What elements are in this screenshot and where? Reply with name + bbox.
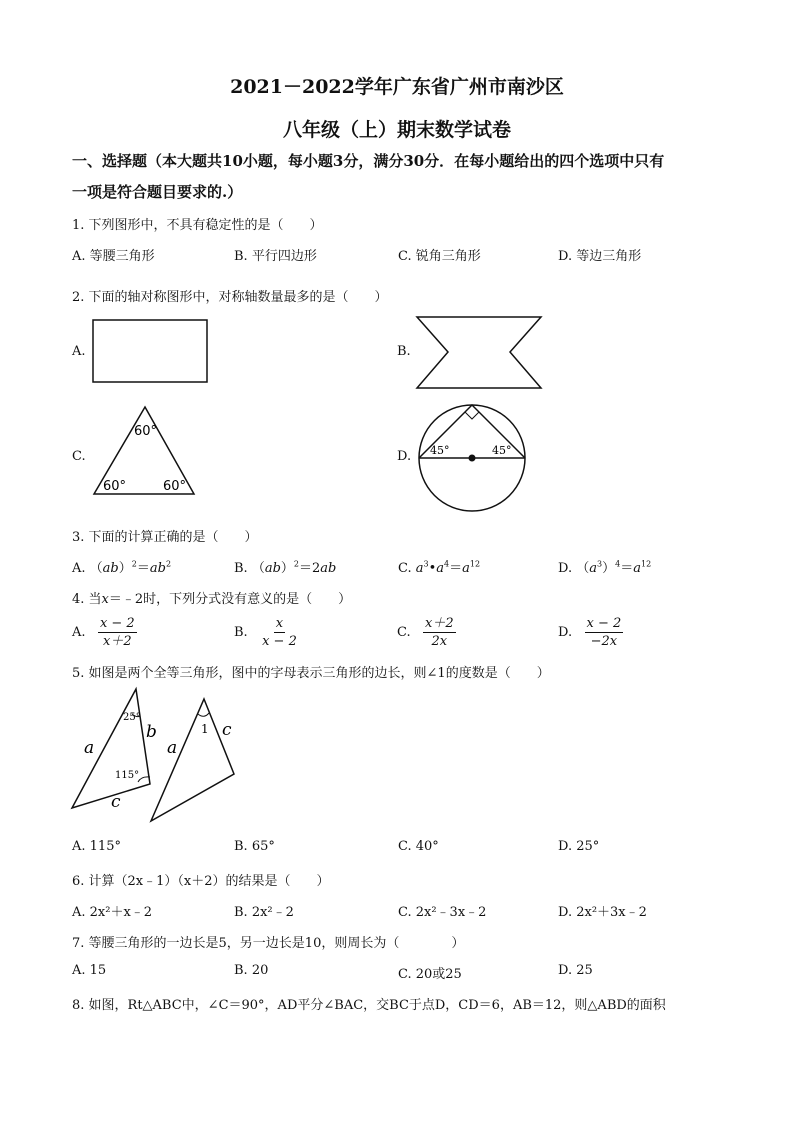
section-header: 一、选择题（本大题共10小题，每小题3分，满分30分．在每小题给出的四个选项中只有 (72, 152, 665, 170)
q3-option-a[interactable]: A. $(ab)^2=ab^2$ (72, 559, 172, 576)
q6-option-a[interactable]: A. 2x²＋x﹣2 (72, 905, 153, 920)
q4-option-a[interactable]: A. $\frac{x - 2}{x+2}$ (72, 616, 135, 649)
q1-option-b[interactable]: B. 平行四边形 (234, 249, 317, 264)
x-shape-figure (414, 314, 544, 392)
q2-stem: 2. 下面的轴对称图形中，对称轴数量最多的是（ ） (72, 290, 388, 305)
q3-option-c[interactable]: C. $a^3•a^4=a^{12}$ (398, 559, 481, 576)
q6-stem: 6. 计算（2x﹣1）（x＋2）的结果是（ ） (72, 874, 330, 889)
q5-option-b[interactable]: B. 65° (234, 839, 275, 854)
q7-option-d[interactable]: D. 25 (558, 963, 593, 978)
angle-label-top: 60° (134, 424, 158, 439)
q4-option-c[interactable]: C. $\frac{x+2}{2x}$ (397, 616, 454, 649)
q1-option-d[interactable]: D. 等边三角形 (558, 249, 642, 264)
q8-stem: 8. 如图，Rt△ABC中，∠C＝90°，AD平分∠BAC，交BC于点D，CD＝6，AB＝12，则△ABD的面积 (72, 998, 666, 1013)
rectangle-figure (90, 318, 210, 386)
q2-option-c[interactable]: C. (72, 449, 86, 464)
angle-label-1: 1 (201, 722, 209, 736)
angle-label-115: 115° (115, 770, 140, 781)
q5-option-d[interactable]: D. 25° (558, 839, 600, 854)
q7-option-c[interactable]: C. 20或25 (398, 967, 462, 982)
side-label-b: b (146, 722, 157, 742)
angle-label-25: 25° (123, 712, 141, 723)
side-label-c: c (111, 792, 121, 812)
q4-option-d[interactable]: D. $\frac{x - 2}{-2x}$ (558, 616, 622, 649)
q1-option-c[interactable]: C. 锐角三角形 (398, 249, 481, 264)
q7-option-b[interactable]: B. 20 (234, 963, 269, 978)
q6-option-c[interactable]: C. 2x²﹣3x﹣2 (398, 905, 487, 920)
q3-option-b[interactable]: B. （ab）$^2$＝2ab (234, 559, 337, 576)
q5-option-a[interactable]: A. 115° (72, 839, 121, 854)
q6-option-d[interactable]: D. 2x²＋3x﹣2 (558, 905, 647, 920)
q4-stem: 4. 当x＝﹣2时，下列分式没有意义的是（ ） (72, 592, 352, 607)
equilateral-triangle-figure (90, 404, 200, 498)
angle-label-45-left: 45° (430, 444, 450, 457)
q3-stem: 3. 下面的计算正确的是（ ） (72, 530, 258, 545)
q2-option-d[interactable]: D. (397, 449, 412, 464)
section-header-cont: 一项是符合题目要求的.） (72, 183, 243, 201)
q7-stem: 7. 等腰三角形的一边长是5，另一边长是10，则周长为（ ） (72, 936, 465, 951)
side-label-c-2: c (222, 720, 232, 740)
q5-stem: 5. 如图是两个全等三角形，图中的字母表示三角形的边长，则∠1的度数是（ ） (72, 666, 550, 681)
angle-label-45-right: 45° (492, 444, 512, 457)
exam-title-line2: 八年级（上）期末数学试卷 (282, 119, 511, 141)
q3-option-d[interactable]: D. $(a^3)^4=a^{12}$ (558, 559, 652, 576)
angle-label-right: 60° (163, 479, 187, 494)
side-label-a: a (84, 738, 95, 758)
congruent-triangles-figure (66, 686, 246, 826)
q7-option-a[interactable]: A. 15 (72, 963, 107, 978)
q1-option-a[interactable]: A. 等腰三角形 (72, 249, 155, 264)
q4-option-b[interactable]: B. $\frac{x}{x - 2}$ (234, 616, 297, 649)
q1-stem: 1. 下列图形中，不具有稳定性的是（ ） (72, 218, 323, 233)
q5-option-c[interactable]: C. 40° (398, 839, 439, 854)
circle-figure (414, 400, 530, 512)
q6-option-b[interactable]: B. 2x²﹣2 (234, 905, 294, 920)
angle-label-left: 60° (103, 479, 127, 494)
exam-title-line1: 2021－2022学年广东省广州市南沙区 (230, 76, 564, 98)
q2-option-a[interactable]: A. (72, 344, 86, 359)
side-label-a-2: a (167, 738, 178, 758)
q2-option-b[interactable]: B. (397, 344, 411, 359)
